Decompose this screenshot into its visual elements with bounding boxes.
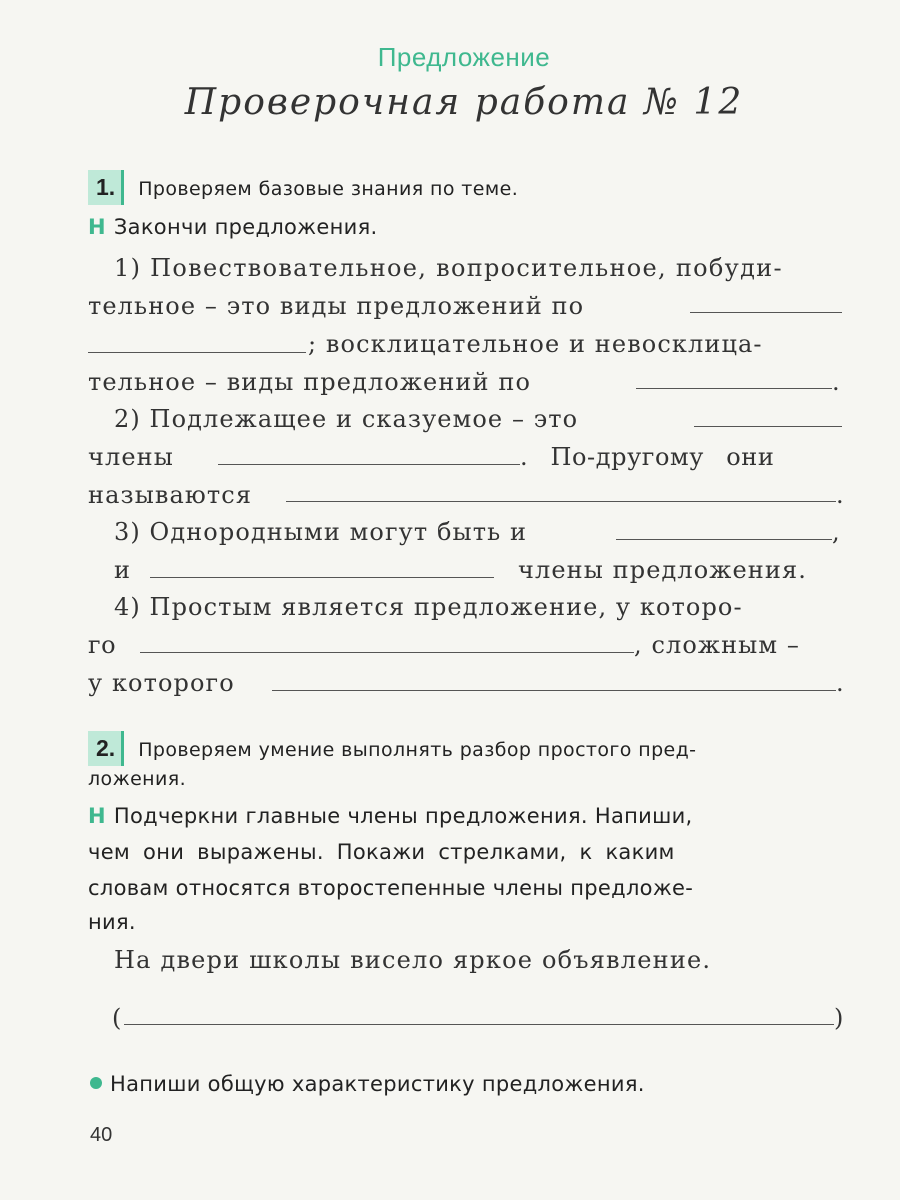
- task1-line-7: . По-другому они: [520, 443, 775, 471]
- work-title: Проверочная работа № 12: [184, 82, 744, 123]
- period: .: [836, 669, 845, 697]
- task1-line-3: ; восклицательное и невосклица-: [308, 330, 763, 358]
- answer-line[interactable]: [636, 388, 832, 389]
- task1-line-14: , сложным –: [634, 631, 800, 659]
- bullet-task-text: Напиши общую характеристику предложения.: [110, 1072, 645, 1096]
- answer-line[interactable]: [616, 539, 832, 540]
- bullet-icon: [90, 1077, 102, 1089]
- answer-line[interactable]: [694, 426, 842, 427]
- task1-line-10: и: [114, 556, 131, 584]
- task2-description: Проверяем умение выполнять разбор простого пред-: [138, 739, 697, 761]
- section-title: Предложение: [377, 42, 551, 72]
- task1-header: [88, 170, 518, 205]
- task1-line-15: у которого: [88, 669, 235, 697]
- task1-level-marker: Н: [88, 215, 106, 239]
- page-number: 40: [90, 1124, 113, 1146]
- answer-line[interactable]: [150, 577, 494, 578]
- task1-line-12: 4) Простым является предложение, у которо-: [114, 593, 743, 621]
- task2-header: [88, 731, 696, 766]
- answer-line[interactable]: [286, 501, 836, 502]
- answer-line[interactable]: [690, 312, 842, 313]
- task1-description: Проверяем базовые знания по теме.: [138, 178, 519, 200]
- task2-number: 2.: [88, 731, 124, 766]
- task1-instruction: [88, 215, 378, 239]
- task1-line-13: го: [88, 631, 117, 659]
- task2-instruction-4: ния.: [88, 910, 136, 934]
- answer-line[interactable]: [88, 352, 306, 353]
- answer-line[interactable]: [140, 652, 634, 653]
- task1-instruction-text: Закончи предложения.: [113, 215, 378, 239]
- open-paren: (: [112, 1004, 122, 1032]
- task1-line-6: члены: [88, 443, 174, 471]
- task1-line-9: 3) Однородными могут быть и: [114, 518, 528, 546]
- example-sentence: На двери школы висело яркое объявление.: [114, 946, 712, 974]
- bullet-task: [90, 1072, 645, 1096]
- task2-instruction-2: чем они выражены. Покажи стрелками, к каким: [88, 840, 675, 864]
- task1-line-8: называются: [88, 481, 253, 509]
- answer-line[interactable]: [272, 690, 836, 691]
- task1-line-1: 1) Повествовательное, вопросительное, побуди-: [114, 254, 783, 282]
- task2-level-marker: Н: [88, 804, 106, 828]
- task1-line-2: тельное – это виды предложений по: [88, 292, 585, 320]
- task1-line-5: 2) Подлежащее и сказуемое – это: [114, 405, 579, 433]
- task2-description-cont: ложения.: [88, 768, 187, 790]
- task2-instruction-text-1: Подчеркни главные члены предложения. Напиши,: [113, 804, 693, 828]
- period: .: [836, 481, 845, 509]
- task1-line-11: члены предложения.: [518, 556, 807, 584]
- comma: ,: [832, 518, 841, 546]
- answer-line[interactable]: [124, 1024, 834, 1025]
- task1-line-4: тельное – виды предложений по: [88, 368, 531, 396]
- task1-number: 1.: [88, 170, 124, 205]
- task2-instruction-3: словам относятся второстепенные члены предложе-: [88, 876, 694, 900]
- period: .: [832, 368, 841, 396]
- answer-line[interactable]: [218, 464, 520, 465]
- close-paren: ): [834, 1004, 844, 1032]
- task2-instruction-1: [88, 804, 693, 828]
